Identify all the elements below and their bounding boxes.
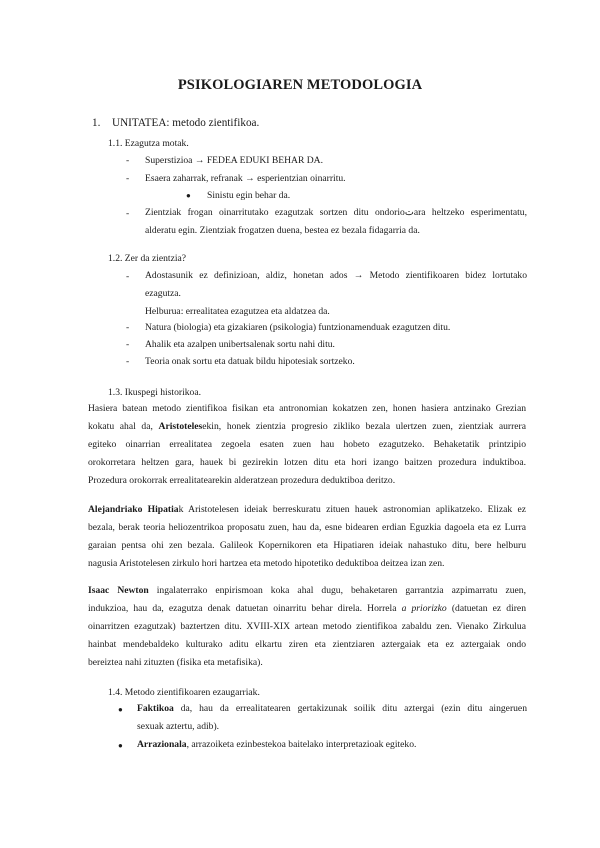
list-item: Ahalik eta azalpen unibertsalenak sortu nahi ditu.	[145, 339, 335, 350]
bold-term: Aristoteles	[158, 421, 203, 432]
bullet-dot: ●	[118, 705, 123, 714]
page-title: PSIKOLOGIAREN METODOLOGIA	[177, 77, 423, 93]
text-line: bereiztea nahi zituzten (fisika eta metafisika).	[88, 657, 263, 668]
list-item	[145, 204, 527, 240]
text-line: indukzioa, hau da, ezagutza denak datuetan oinarritu behar direla. Horrela a priorizko (datuetan ez diren	[88, 603, 526, 614]
section-heading-1-1: 1.1. Ezagutza motak.	[108, 138, 189, 149]
text-line: nagusia Aristotelesen zirkulo hori hartzea eta metodo hipotetiko deduktiboa deitzea izan zen.	[88, 558, 445, 569]
text-line: ezagutza.	[145, 288, 181, 299]
text-line: Adostasunik ez definizioan, aldiz, honetan ados → Metodo zientifikoaren bidez lortutako	[145, 270, 527, 281]
text-line: Isaac Newton ingalaterrako enpirismoan koka ahal dugu, behaketaren garrantzia azpimarratu zuen,	[88, 585, 526, 596]
paragraph	[88, 400, 526, 490]
text-line: egiteko oinarrian errealitatea zegoela esaten zuen hau hobeto ezagutzeko. Behaketatik printzipio	[88, 439, 526, 450]
dash-bullet: -	[126, 208, 130, 219]
text-line: Hasiera batean metodo zientifikoa fisikan eta antronomian kokatzen zen, honen hasiera antzinako Grezian	[88, 403, 526, 414]
bold-term: Isaac Newton	[88, 585, 149, 596]
section-heading-1-3: 1.3. Ikuspegi historikoa.	[108, 387, 201, 398]
dash-bullet: -	[126, 271, 130, 282]
bullet-dot: ●	[118, 741, 123, 750]
list-item: Natura (biologia) eta gizakiaren (psikologia) funtzionamenduak ezagutzen ditu.	[145, 322, 451, 333]
text-line: Alejandriako Hipatiak Aristotelesen ideiak berreskuratu zituen hauek astronomian aplikatzeko. Elizak ez	[88, 504, 526, 515]
dash-bullet: -	[126, 322, 130, 333]
bold-term: Faktikoa	[137, 703, 174, 714]
list-item	[145, 267, 527, 321]
text-line: Zientziak frogan oinarritutako ezagutzak sortzen ditu ondorioتara heltzeko esperimentatu,	[145, 207, 527, 218]
text-line: kokatu ahal da, Aristotelesekin, honek zientzia progresio zikliko bezala ulertzen zuen, zientziak aurrera	[88, 421, 526, 432]
bullet-dot: ●	[186, 191, 191, 200]
text-line: alderatu egin. Zientziak frogatzen duena, bestea ez bezala fidagarria da.	[145, 225, 420, 236]
text-line: Faktikoa da, hau da errealitatearen gertakizunak soilik ditu aztergai (ezin ditu aingeruen	[137, 703, 527, 714]
dash-bullet: -	[126, 155, 130, 166]
dash-bullet: -	[126, 173, 130, 184]
dash-bullet: -	[126, 356, 130, 367]
section-heading-1-4: 1.4. Metodo zientifikoaren ezaugarriak.	[108, 687, 260, 698]
list-item	[137, 700, 527, 736]
section-heading-1-2: 1.2. Zer da zientzia?	[108, 253, 187, 264]
unit-number: 1.	[92, 117, 101, 129]
italic-term: a priorizko	[401, 603, 447, 614]
text-line: Helburua: errealitatea ezagutzea eta aldatzea da.	[145, 306, 330, 317]
text-line: bezala, berak teoria heliozentrikoa proposatu zuen, hau da, esne bidearen erdian Eguzkia dagoela eta ez Lurra	[88, 522, 526, 533]
bold-term: Alejandriako Hipatia	[88, 504, 179, 515]
unit-heading: UNITATEA: metodo zientifikoa.	[112, 117, 260, 129]
list-item: Teoria onak sortu eta datuak bildu hipotesiak sortzeko.	[145, 356, 355, 367]
text-line: hainbat mendebaldeko kulturako aditu elkartu ziren eta zientziaren aztergaiak eta ez aztergaiak ondo	[88, 639, 526, 650]
list-item	[137, 736, 527, 754]
dash-bullet: -	[126, 339, 130, 350]
paragraph	[88, 501, 526, 573]
text-line: oinarritzen ezagutzak) baztertzen ditu. XVIII-XIX artean metodo zientifikoa zabaldu zen. Vienako Zirkulua	[88, 621, 526, 632]
text-line: Prozedura orokorrak errealitatearekin alderatzean prozedura deduktiboa deritzo.	[88, 475, 396, 486]
list-item: Esaera zaharrak, refranak → esperientzian oinarritu.	[145, 173, 346, 184]
text-line: garaian pentsa ohi zen bezala. Galileok Kopernikoren eta Hipatiaren ideiak nahastuko ditu, bere helburu	[88, 540, 526, 551]
paragraph	[88, 582, 526, 672]
list-item: Superstizioa → FEDEA EDUKI BEHAR DA.	[145, 155, 324, 166]
text-line: Arrazionala, arrazoiketa ezinbestekoa baitelako interpretazioak egiteko.	[137, 739, 417, 750]
list-subitem: Sinistu egin behar da.	[207, 190, 291, 201]
text-line: sexuak aztertu, adib).	[137, 721, 220, 732]
bold-term: Arrazionala	[137, 739, 187, 750]
text-line: orokorretara heltzen gara, hauek bi gezirekin lotzen ditu eta hori izango baitzen prozedura induktiboa.	[88, 457, 526, 468]
